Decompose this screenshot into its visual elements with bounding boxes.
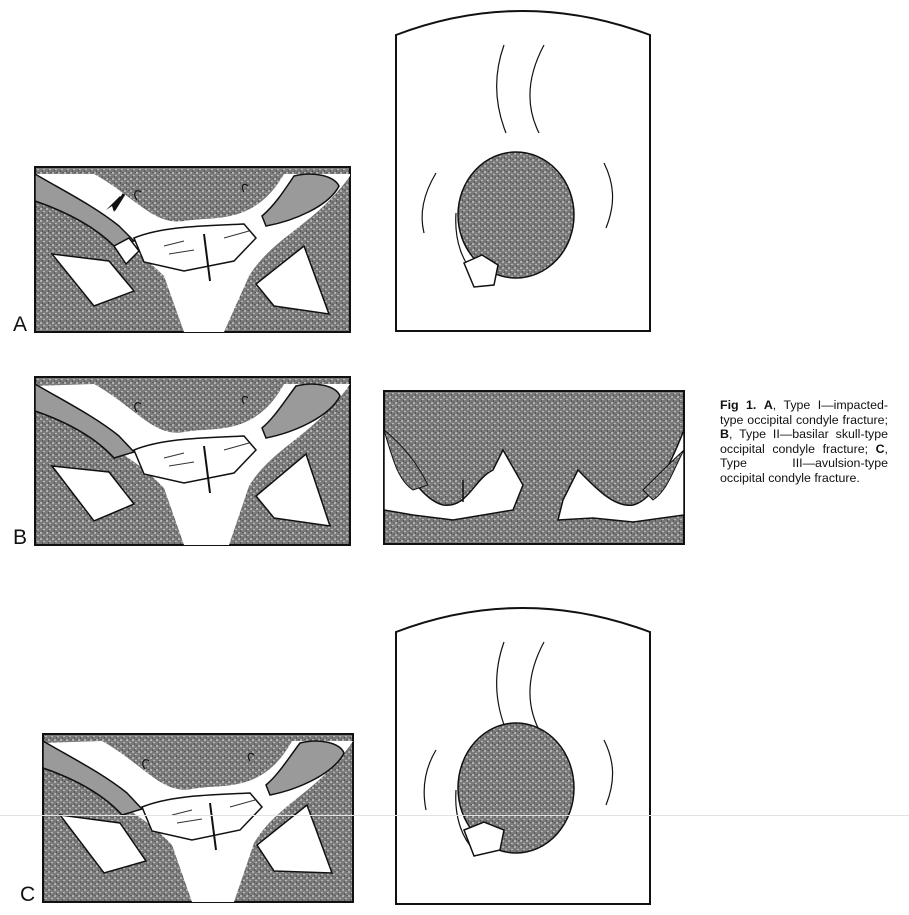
panel-label-b: B [13,526,28,549]
figure-caption [720,398,888,486]
caption-text-b: , Type II—basilar skull-type occipital condyle fracture; [720,427,888,456]
panel-b-axial-diagram [34,376,351,546]
caption-text-a: , Type I—impacted-type occipital condyle fracture; [720,398,888,427]
figure-label: Fig 1. [720,398,757,412]
caption-label-a: A [763,398,773,412]
page-divider [0,815,909,816]
panel-c-skull-base-view [394,600,654,906]
caption-text-c: , Type III—avulsion-type occipital condyle fracture. [720,441,888,485]
panel-label-c: C [20,883,36,906]
panel-label-a: A [13,313,28,336]
caption-label-b: B [720,427,729,442]
panel-b-coronal-view [383,390,685,545]
panel-c-axial-diagram [42,733,354,903]
panel-a-skull-base-view [394,3,654,333]
panel-a-axial-diagram [34,166,351,333]
caption-label-c: C [875,441,885,456]
